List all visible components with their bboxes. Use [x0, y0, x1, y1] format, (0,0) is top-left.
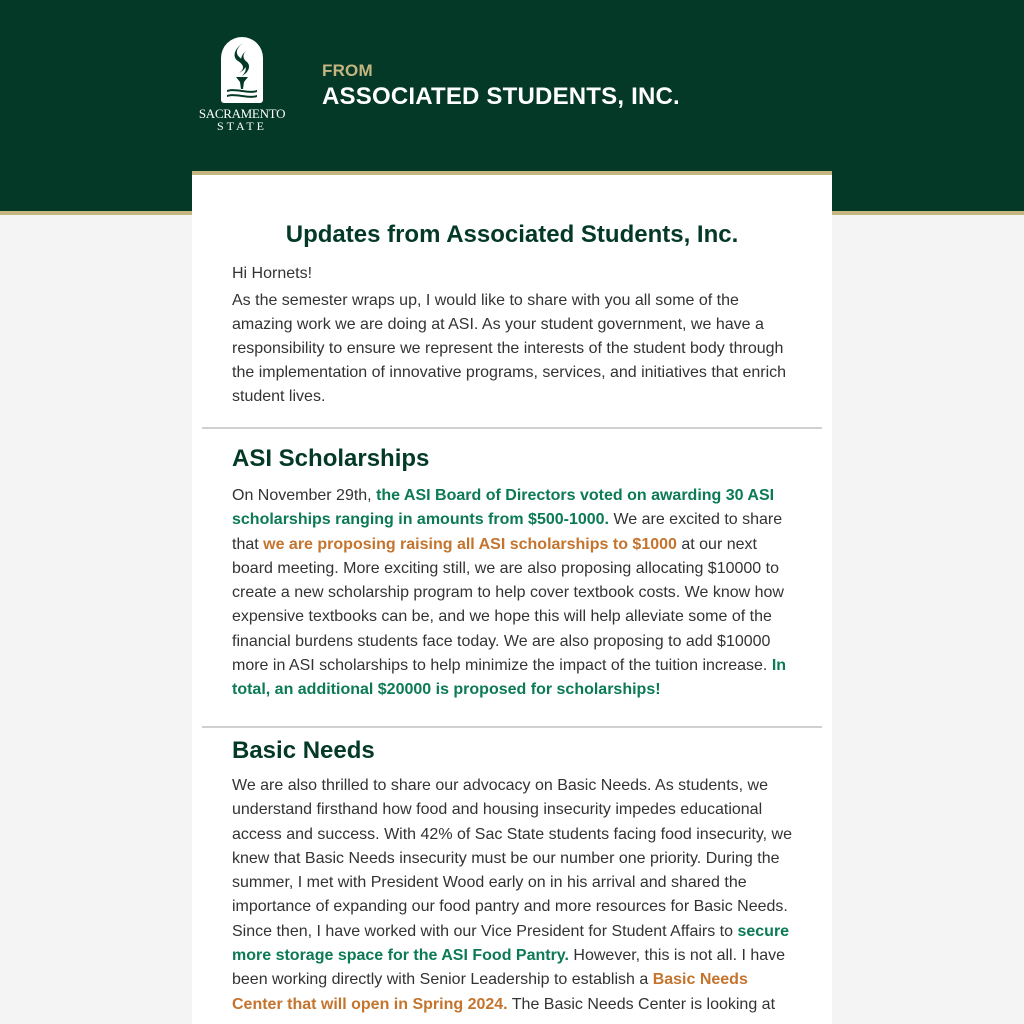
highlight-total-proposed: In total, an additional $20000 is proposed for scholarships! [232, 657, 787, 699]
from-label: FROM [322, 61, 373, 80]
text-segment: However, this is not all. I have been working directly with Senior Leadership to establish a [232, 947, 786, 989]
text-segment: On November 29th, [232, 487, 377, 504]
highlight-basic-needs-center: Basic Needs Center that will open in Spring 2024. [232, 971, 748, 1013]
text-segment: at our next board meeting. More exciting still, we are also proposing allocating $10000 to create a new scholarship program to help cover textbook costs. We know how expensive textbooks can be, and we hope this will help alleviate some of the financial burdens students face today. We are also proposing to add $10000 more in ASI scholarships to help minimize the impact of the tuition increase. [232, 535, 784, 675]
section-heading-basic-needs: Basic Needs [232, 737, 375, 764]
logo-wordmark [192, 107, 292, 133]
highlight-food-pantry: secure more storage space for the ASI Food Pantry. [232, 922, 790, 965]
highlight-raise-scholarships: we are proposing raising all ASI scholarships to $1000 [263, 535, 677, 553]
section-heading-scholarships: ASI Scholarships [232, 445, 430, 472]
basic-needs-paragraph [232, 774, 792, 1017]
sacramento-state-logo[interactable] [192, 35, 292, 137]
email-content-card [192, 171, 832, 1024]
highlight-board-vote: the ASI Board of Directors voted on awarding 30 ASI scholarships ranging in amounts from $500-1000. [232, 487, 775, 529]
section-divider [202, 427, 822, 429]
page-title: Updates from Associated Students, Inc. [285, 221, 739, 248]
greeting: Hi Hornets! [232, 265, 313, 282]
text-segment: We are also thrilled to share our advocacy on Basic Needs. As students, we understand firsthand how food and housing insecurity impedes educational access and success. With 42% of Sac State students facing food insecurity, we knew that Basic Needs insecurity must be our number one priority. During the summer, I met with President Wood early on in his arrival and shared the importance of expanding our food pantry and more resources for Basic Needs. Since then, I have worked with our Vice President for Student Affairs to [232, 777, 792, 940]
text-segment: We are excited to share that [232, 511, 783, 553]
scholarships-paragraph [232, 484, 792, 703]
logo-line-2: STATE [216, 119, 268, 133]
torch-icon [221, 37, 263, 103]
section-divider [202, 726, 822, 728]
logo-line-1: SACRAMENTO [198, 106, 286, 121]
organization-name: ASSOCIATED STUDENTS, INC. [322, 83, 680, 110]
text-segment: The Basic Needs Center is looking at [507, 995, 776, 1013]
intro-paragraph: As the semester wraps up, I would like to share with you all some of the amazing work we are doing at ASI. As your student government, we have a responsibility to ensure we represent the interests of the student body through the implementation of innovative programs, services, and initiatives that enrich student lives. [232, 292, 787, 405]
